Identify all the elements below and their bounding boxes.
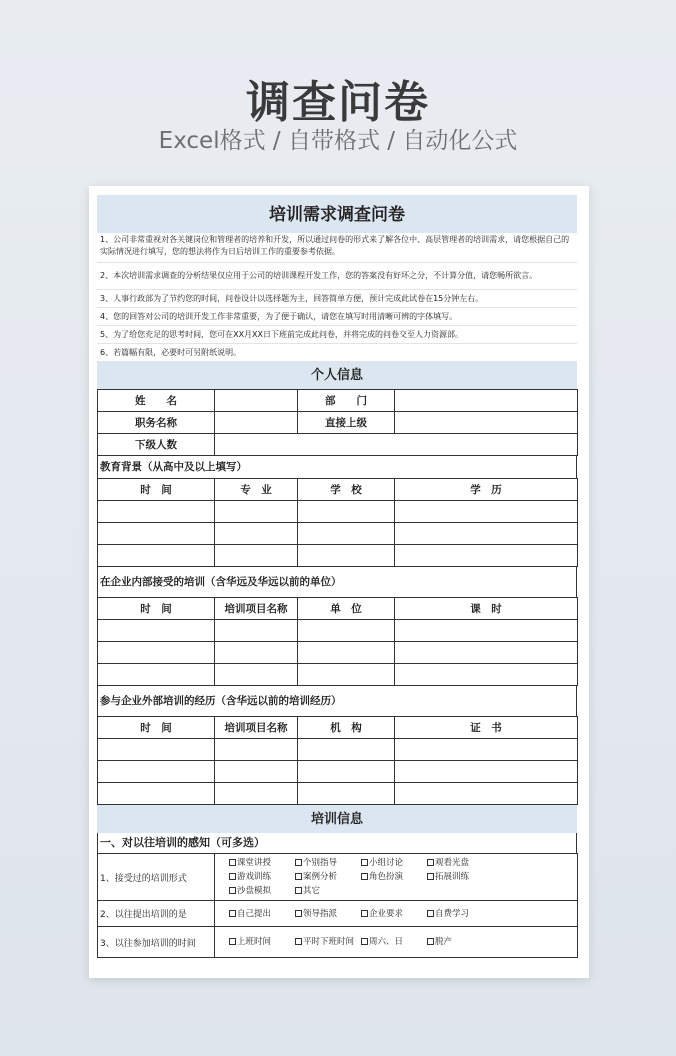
- col-header: 培训项目名称: [215, 717, 298, 739]
- checkbox-icon[interactable]: [427, 910, 434, 917]
- cell[interactable]: [215, 664, 298, 686]
- cell[interactable]: [298, 642, 395, 664]
- cell[interactable]: [395, 664, 578, 686]
- cell[interactable]: [215, 620, 298, 642]
- name-field[interactable]: [215, 390, 298, 412]
- cell[interactable]: [395, 501, 578, 523]
- supervisor-field[interactable]: [395, 412, 578, 434]
- name-label: 姓 名: [98, 390, 215, 412]
- checkbox-icon[interactable]: [229, 910, 236, 917]
- training-section-title: 培训信息: [97, 805, 577, 833]
- col-header: 单 位: [298, 598, 395, 620]
- checkbox-icon[interactable]: [427, 873, 434, 880]
- internal-table: [97, 597, 578, 686]
- cell[interactable]: [98, 739, 215, 761]
- cell[interactable]: [98, 783, 215, 805]
- cell[interactable]: [298, 739, 395, 761]
- table-row: [98, 523, 578, 545]
- option[interactable]: 个别指导: [295, 856, 361, 870]
- position-label: 职务名称: [98, 412, 215, 434]
- table-row: [98, 783, 578, 805]
- option[interactable]: 其它: [295, 884, 361, 898]
- checkbox-icon[interactable]: [229, 938, 236, 945]
- col-header: 时 间: [98, 598, 215, 620]
- option[interactable]: 沙盘模拟: [229, 884, 295, 898]
- cell[interactable]: [98, 545, 215, 567]
- cell[interactable]: [98, 664, 215, 686]
- cell[interactable]: [98, 761, 215, 783]
- note-3: 3、人事行政部为了节约您的时间，问卷设计以选择题为主，回答简单方便，预计完成此试卷在15分钟左右。: [97, 290, 577, 308]
- note-5: 5、为了给您充足的思考时间，您可在XX月XX日下班前完成此问卷，并将完成的问卷交至人力资源部。: [97, 326, 577, 344]
- note-2: 2、本次培训需求调查的分析结果仅应用于公司的培训课程开发工作，您的答案没有好坏之分，不计算分值，请您畅所欲言。: [97, 263, 577, 290]
- col-header: 机 构: [298, 717, 395, 739]
- position-field[interactable]: [215, 412, 298, 434]
- cell[interactable]: [215, 783, 298, 805]
- supervisor-label: 直接上级: [298, 412, 395, 434]
- cell[interactable]: [298, 523, 395, 545]
- cell[interactable]: [298, 783, 395, 805]
- checkbox-icon[interactable]: [361, 873, 368, 880]
- table-row: [98, 642, 578, 664]
- question-2-options: [215, 901, 578, 927]
- dept-field[interactable]: [395, 390, 578, 412]
- option[interactable]: 游戏训练: [229, 870, 295, 884]
- hero-title: 调查问卷: [246, 77, 430, 128]
- option[interactable]: 案例分析: [295, 870, 361, 884]
- training-table: [97, 853, 578, 958]
- checkbox-icon[interactable]: [427, 938, 434, 945]
- col-header: 时 间: [98, 717, 215, 739]
- survey-form: [97, 195, 577, 958]
- personal-section-title: 个人信息: [97, 361, 577, 389]
- option[interactable]: 课堂讲授: [229, 856, 295, 870]
- cell[interactable]: [298, 620, 395, 642]
- col-header: 培训项目名称: [215, 598, 298, 620]
- cell[interactable]: [298, 501, 395, 523]
- checkbox-icon[interactable]: [361, 910, 368, 917]
- option[interactable]: 自己提出: [229, 907, 295, 921]
- checkbox-icon[interactable]: [229, 887, 236, 894]
- question-3: 3、以往参加培训的时间: [98, 927, 215, 958]
- education-heading: 教育背景（从高中及以上填写）: [97, 456, 577, 478]
- cell[interactable]: [298, 664, 395, 686]
- form-sheet: [89, 186, 589, 978]
- cell[interactable]: [215, 501, 298, 523]
- table-row: [98, 761, 578, 783]
- external-heading: 参与企业外部培训的经历（含华远以前的培训经历）: [97, 686, 577, 716]
- cell[interactable]: [98, 523, 215, 545]
- col-header: 学 历: [395, 479, 578, 501]
- education-table: [97, 478, 578, 567]
- checkbox-icon[interactable]: [361, 938, 368, 945]
- cell[interactable]: [98, 642, 215, 664]
- internal-heading: 在企业内部接受的培训（含华远及华远以前的单位）: [97, 567, 577, 597]
- cell[interactable]: [215, 761, 298, 783]
- table-row: [98, 501, 578, 523]
- subordinates-field[interactable]: [215, 434, 578, 456]
- cell[interactable]: [395, 783, 578, 805]
- checkbox-icon[interactable]: [295, 873, 302, 880]
- option[interactable]: 角色扮演: [361, 870, 427, 884]
- checkbox-icon[interactable]: [295, 938, 302, 945]
- option[interactable]: 小组讨论: [361, 856, 427, 870]
- cell[interactable]: [395, 739, 578, 761]
- cell[interactable]: [215, 523, 298, 545]
- note-4: 4、您的回答对公司的培训开发工作非常重要，为了便于确认，请您在填写时用清晰可辨的字体填写。: [97, 308, 577, 326]
- cell[interactable]: [215, 739, 298, 761]
- personal-table: [97, 389, 578, 456]
- cell[interactable]: [298, 761, 395, 783]
- checkbox-icon[interactable]: [229, 859, 236, 866]
- cell[interactable]: [395, 545, 578, 567]
- option[interactable]: 平时下班时间: [295, 935, 361, 949]
- option[interactable]: 企业要求: [361, 907, 427, 921]
- col-header: 学 校: [298, 479, 395, 501]
- checkbox-icon[interactable]: [229, 873, 236, 880]
- checkbox-icon[interactable]: [295, 887, 302, 894]
- checkbox-icon[interactable]: [361, 859, 368, 866]
- table-row: [98, 620, 578, 642]
- cell[interactable]: [395, 642, 578, 664]
- checkbox-icon[interactable]: [427, 859, 434, 866]
- form-title: 培训需求调查问卷: [97, 195, 577, 233]
- cell[interactable]: [215, 545, 298, 567]
- col-header: 时 间: [98, 479, 215, 501]
- table-row: [98, 739, 578, 761]
- option[interactable]: 脱产: [427, 935, 493, 949]
- table-row: [98, 664, 578, 686]
- option[interactable]: 领导指派: [295, 907, 361, 921]
- question-1: 1、接受过的培训形式: [98, 854, 215, 901]
- checkbox-icon[interactable]: [295, 910, 302, 917]
- checkbox-icon[interactable]: [295, 859, 302, 866]
- col-header: 专 业: [215, 479, 298, 501]
- dept-label: 部 门: [298, 390, 395, 412]
- cell[interactable]: [298, 545, 395, 567]
- cell[interactable]: [395, 761, 578, 783]
- subordinates-label: 下级人数: [98, 434, 215, 456]
- col-header: 证 书: [395, 717, 578, 739]
- option[interactable]: 拓展训练: [427, 870, 493, 884]
- question-2: 2、以往提出培训的是: [98, 901, 215, 927]
- cell[interactable]: [98, 501, 215, 523]
- cell[interactable]: [395, 523, 578, 545]
- note-6: 6、若篇幅有限，必要时可另附纸说明。: [100, 348, 242, 357]
- table-row: [98, 545, 578, 567]
- option[interactable]: 观看光盘: [427, 856, 493, 870]
- col-header: 课 时: [395, 598, 578, 620]
- option[interactable]: 上班时间: [229, 935, 295, 949]
- question-1-options: [215, 854, 578, 901]
- training-part1-title: 一、对以往培训的感知（可多选）: [97, 833, 577, 853]
- external-table: [97, 716, 578, 805]
- hero-subtitle: Excel格式 / 自带格式 / 自动化公式: [158, 128, 518, 154]
- question-3-options: [215, 927, 578, 958]
- cell[interactable]: [98, 620, 215, 642]
- cell[interactable]: [215, 642, 298, 664]
- option[interactable]: 周六、日: [361, 935, 427, 949]
- note-1: 1、公司非常重视对各关键岗位和管理者的培养和开发，所以通过问卷的形式来了解各位中、高层管理者的培训需求，请您根据自己的实际情况进行填写，您的想法将作为日后培训工作的重要参考依据。: [97, 233, 577, 263]
- cell[interactable]: [395, 620, 578, 642]
- option[interactable]: 自费学习: [427, 907, 493, 921]
